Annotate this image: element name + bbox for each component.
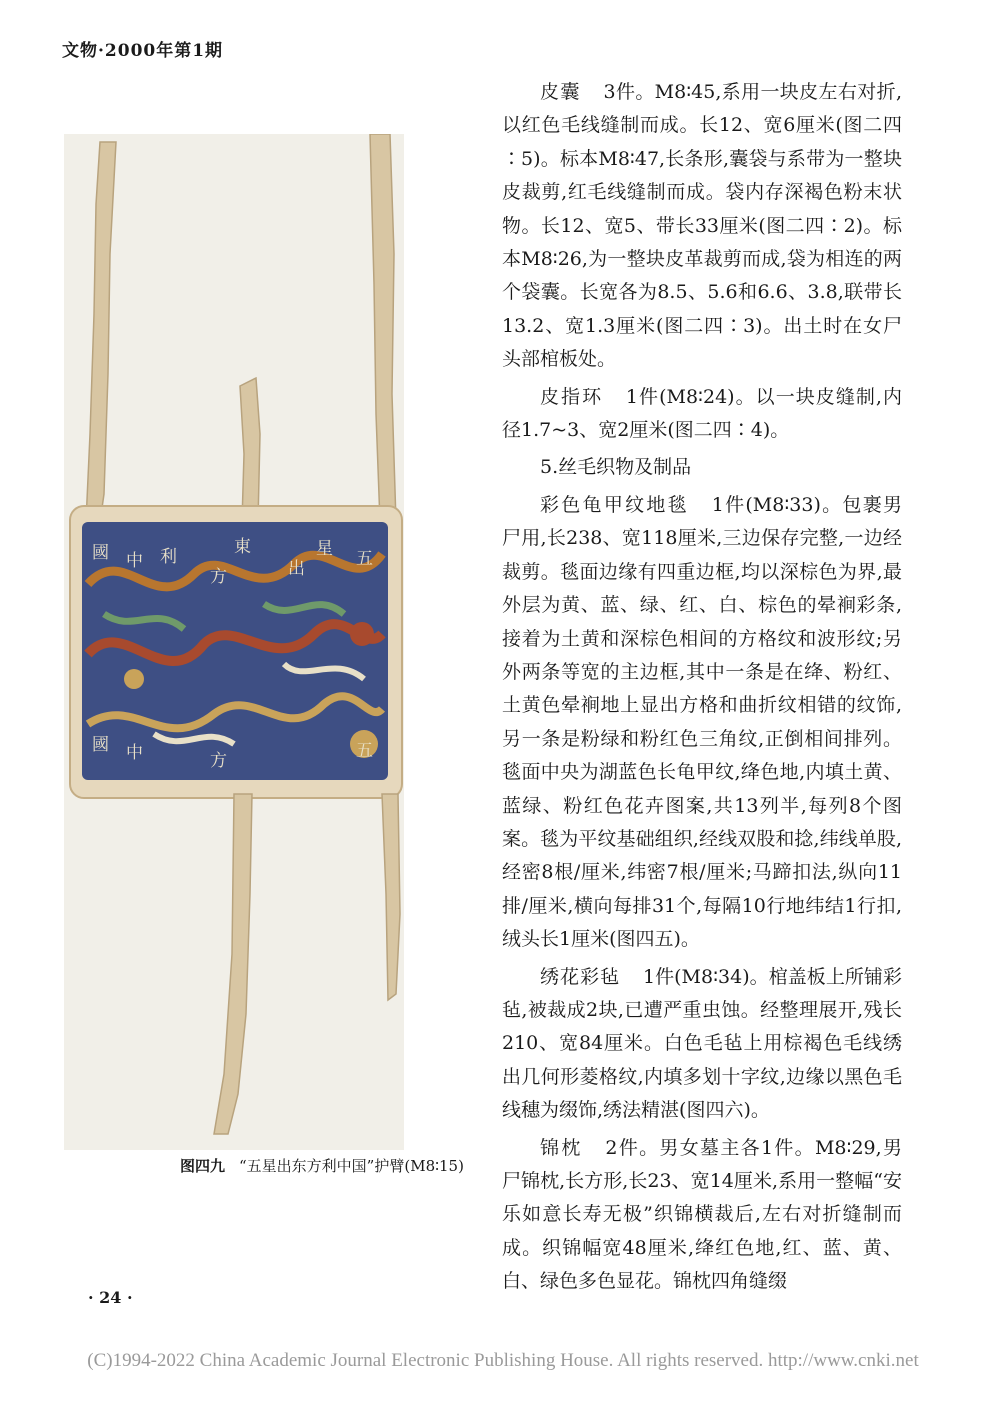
motif-label: 五 [356,741,373,761]
motif-label: 方 [210,567,227,587]
motif-label: 星 [316,539,333,559]
term: 皮指环 [540,385,604,408]
paragraph-carpet [502,489,902,957]
section-heading-text: 5.丝毛织物及制品 [540,456,692,479]
article-text [502,76,902,1299]
figure-caption-text: “五星出东方利中国”护臂(M8∶15) [239,1157,464,1175]
paragraph-text: 2件。男女墓主各1件。M8∶29,男尸锦枕,长方形,长23、宽14厘米,系用一整幅“安乐如意长寿无极”织锦横裁后,左右对折缝制而成。织锦幅宽48厘米,绛红色地,红、蓝、黄、白、绿色多色显花。锦枕四角缝缀 [502,1136,902,1293]
paragraph-text: 3件。M8∶45,系用一块皮左右对折,以红色毛线缝制而成。长12、宽6厘米(图二四∶5)。标本M8∶47,长条形,囊袋与系带为一整块皮裁剪,红毛线缝制而成。袋内存深褐色粉末状物。长12、宽5、带长33厘米(图二四∶2)。标本M8∶26,为一整块皮革裁剪而成,袋为相连的两个袋囊。长宽各为8.5、5.6和6.6、3.8,联带长13.2、宽1.3厘米(图二四∶3)。出土时在女尸头部棺板处。 [502,81,902,371]
paragraph-felt [502,961,902,1128]
motif-label: 出 [288,559,305,579]
motif-label: 五 [356,549,373,569]
paragraph-pizhihuan [502,381,902,448]
paragraph-text: 1件(M8∶34)。棺盖板上所铺彩毡,被裁成2块,已遭严重虫蚀。经整理展开,残长210、宽84厘米。白色毛毡上用棕褐色毛线绣出几何形菱格纹,内填多划十字纹,边缘以黑色毛线穗为缀饰,绣法精湛(图四六)。 [502,965,902,1122]
motif-label: 中 [126,743,143,763]
motif-label: 利 [160,547,177,567]
term: 绣花彩毡 [540,965,621,988]
motif-label: 國 [92,543,109,563]
journal-header: 文物·2000年第1期 [62,41,224,61]
paragraph-text: 1件(M8∶33)。包裹男尸用,长238、宽118厘米,三边保存完整,一边经裁剪。毯面边缘有四重边框,均以深棕色为界,最外层为黄、蓝、绿、红、白、棕色的晕裥彩条,接着为土黄和深棕色相间的方格纹和波形纹;另外两条等宽的主边框,其中一条是在绛、粉红、土黄色晕裥地上显出方格和曲折纹相错的纹饰,另一条是粉绿和粉红色三角纹,正倒相间排列。毯面中央为湖蓝色长龟甲纹,绛色地,内填土黄、蓝绿、粉红色花卉图案,共13列半,每列8个图案。毯为平纹基础组织,经线双股和捻,纬线单股,经密8根/厘米,纬密7根/厘米;马蹄扣法,纵向11排/厘米,横向每排31个,每隔10行地纬结1行扣,绒头长1厘米(图四五)。 [502,493,902,951]
figure-armguard [64,134,404,1150]
paragraph-pinang [502,76,902,377]
motif-label: 中 [126,551,143,571]
term: 皮囊 [540,81,581,103]
armguard-photo [64,134,404,1150]
section-heading [502,451,902,484]
figure-number: 图四九 [180,1157,226,1175]
figure-caption [180,1155,464,1176]
motif-label: 國 [92,735,109,755]
page-number: · 24 · [88,1288,133,1307]
copyright-footer: (C)1994-2022 China Academic Journal Electronic Publishing House. All rights reserved. http://www.cnki.net [87,1350,919,1371]
term: 彩色龟甲纹地毯 [540,493,689,516]
paragraph-pillow [502,1132,902,1299]
motif-label: 東 [234,537,251,557]
motif-label: 方 [210,751,227,771]
term: 锦枕 [540,1136,583,1159]
paragraph-text: 1件(M8∶24)。以一块皮缝制,内径1.7~3、宽2厘米(图二四∶4)。 [502,385,902,442]
